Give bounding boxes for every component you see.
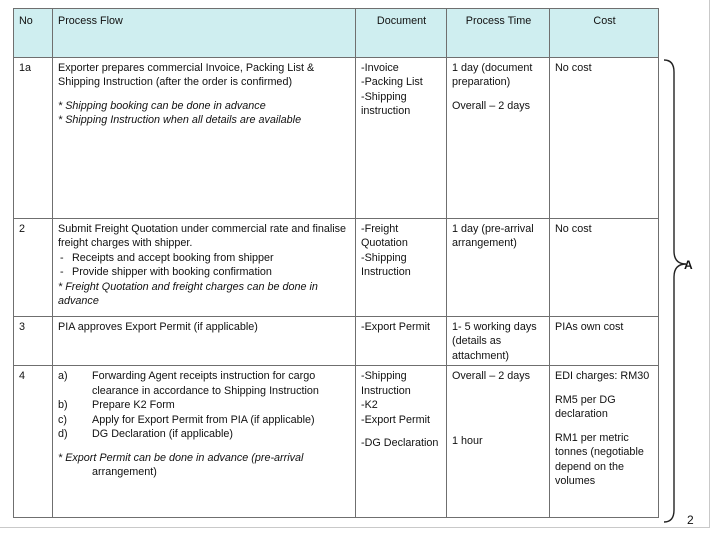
table-row <box>14 317 659 366</box>
flow-step: d) DG Declaration (if applicable) <box>58 428 234 441</box>
row-number: 2 <box>14 219 53 317</box>
time-value: 1 hour <box>452 434 483 447</box>
row-number: 3 <box>14 317 53 366</box>
time-value: Overall – 2 days <box>452 99 531 112</box>
process-time-cell <box>447 317 550 366</box>
header-no: No <box>14 9 53 58</box>
document-item: -Invoice <box>361 62 399 74</box>
cost-cell <box>550 366 659 518</box>
flow-note: * Shipping booking can be done in advance <box>58 99 266 112</box>
process-time-cell <box>447 366 550 518</box>
document-item: -K2 <box>361 399 378 412</box>
process-flow-table <box>13 8 659 518</box>
document-item: -Freight Quotation <box>361 223 408 250</box>
flow-text: PIA approves Export Permit (if applicable) <box>58 321 258 333</box>
cost-value: PIAs own cost <box>555 321 624 333</box>
page-number: 2 <box>687 513 694 527</box>
process-time-cell <box>447 219 550 317</box>
cost-value: No cost <box>555 223 592 235</box>
row-number: 1a <box>14 58 53 219</box>
document-item: -Export Permit <box>361 321 430 333</box>
row-number: 4 <box>14 366 53 518</box>
cost-value: EDI charges: RM30 <box>555 370 650 383</box>
table-row <box>14 58 659 219</box>
document-cell <box>356 366 447 518</box>
brace-label: A <box>684 258 693 272</box>
flow-bullet: - Provide shipper with booking confirmation <box>60 266 272 279</box>
flow-note: * Export Permit can be done in advance (pre-arrival <box>58 451 304 464</box>
flow-text: Exporter prepares commercial Invoice, Packing List & Shipping Instruction (after the order is confirmed) <box>58 62 315 89</box>
cost-value: RM1 per metric tonnes (negotiable depend on the volumes <box>555 431 644 488</box>
process-flow-cell <box>53 58 356 219</box>
flow-bullet: - Receipts and accept booking from shipper <box>60 251 274 264</box>
flow-text: Submit Freight Quotation under commercial rate and finalise freight charges with shipper. <box>58 223 347 250</box>
flow-step: b) Prepare K2 Form <box>58 399 175 412</box>
table-header-row <box>14 9 659 58</box>
flow-step: a) Forwarding Agent receipts instruction for cargo clearance in accordance to Shipping Instruction <box>58 370 319 397</box>
document-cell <box>356 219 447 317</box>
table-row <box>14 366 659 518</box>
document-item: -Shipping Instruction <box>361 251 411 279</box>
header-cost: Cost <box>550 9 659 58</box>
table-row <box>14 219 659 317</box>
time-value: Overall – 2 days <box>452 370 531 383</box>
cost-cell <box>550 317 659 366</box>
flow-note: * Shipping Instruction when all details are available <box>58 114 302 127</box>
time-value: 1- 5 working days (details as attachment) <box>452 321 537 362</box>
header-document: Document <box>356 9 447 58</box>
time-value: 1 day (pre-arrival arrangement) <box>452 223 534 250</box>
document-item: -DG Declaration <box>361 437 439 450</box>
cost-value: RM5 per DG declaration <box>555 393 616 421</box>
header-process-time: Process Time <box>447 9 550 58</box>
header-process-flow: Process Flow <box>53 9 356 58</box>
cost-cell <box>550 58 659 219</box>
cost-value: No cost <box>555 62 592 74</box>
time-value: 1 day (document preparation) <box>452 62 533 89</box>
document-item: -Packing List <box>361 76 423 89</box>
cost-cell <box>550 219 659 317</box>
flow-note-continued: arrangement) <box>92 466 157 479</box>
document-item: -Shipping Instruction <box>361 370 411 397</box>
flow-step: c) Apply for Export Permit from PIA (if applicable) <box>58 413 315 426</box>
document-cell <box>356 317 447 366</box>
process-time-cell <box>447 58 550 219</box>
process-flow-cell <box>53 317 356 366</box>
process-flow-cell <box>53 219 356 317</box>
document-item: -Shipping instruction <box>361 90 411 118</box>
flow-note: * Freight Quotation and freight charges can be done in advance <box>58 280 318 308</box>
process-flow-cell <box>53 366 356 518</box>
document-cell <box>356 58 447 219</box>
document-item: -Export Permit <box>361 413 430 426</box>
curly-brace-icon <box>660 56 700 526</box>
